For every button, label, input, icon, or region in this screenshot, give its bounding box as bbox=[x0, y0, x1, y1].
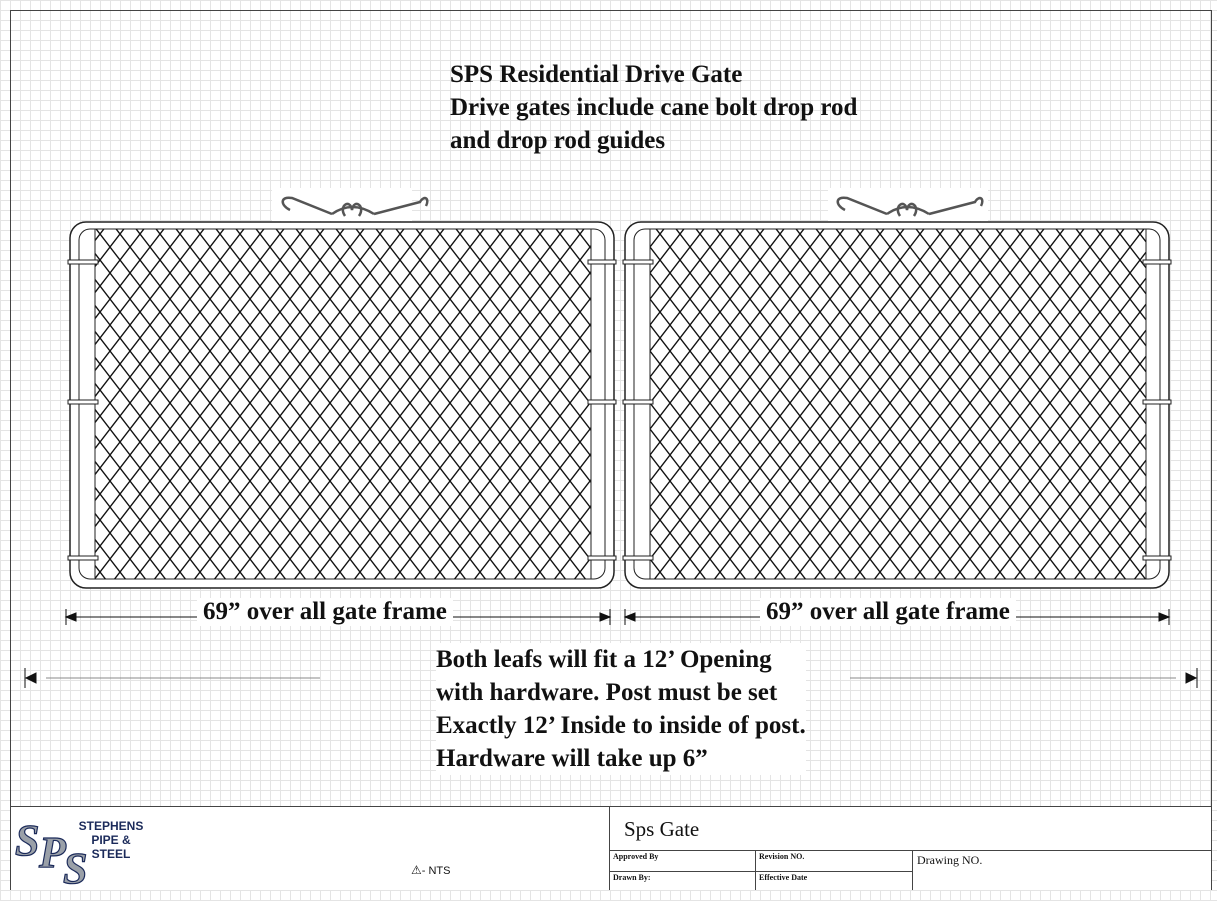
title-line-1: SPS Residential Drive Gate bbox=[450, 61, 743, 88]
approved-by-cell: Approved By bbox=[610, 850, 756, 871]
left-gate-guide-top bbox=[588, 260, 616, 264]
title-line-3: and drop rod guides bbox=[450, 127, 666, 154]
revision-no-cell: Revision NO. bbox=[756, 850, 912, 871]
note-line-3: Exactly 12’ Inside to inside of post. bbox=[436, 712, 806, 739]
note-line-1: Both leafs will fit a 12’ Opening bbox=[436, 646, 772, 673]
drawing-name: Sps Gate bbox=[624, 817, 700, 841]
footer-title-block bbox=[11, 806, 1211, 890]
left-gate-guide-bottom bbox=[588, 556, 616, 560]
logo-line-2: PIPE & bbox=[91, 833, 131, 847]
svg-text:S: S bbox=[15, 816, 40, 865]
logo-line-3: STEEL bbox=[91, 847, 131, 861]
left-leaf-dimension-label: 69” over all gate frame bbox=[197, 598, 453, 626]
scale-note-text: - NTS bbox=[421, 865, 451, 877]
title-block-grid bbox=[609, 807, 1212, 890]
right-gate-hook-icon bbox=[828, 188, 988, 221]
right-gate-guide-top bbox=[623, 260, 653, 264]
left-gate-hinge-mid bbox=[68, 400, 98, 404]
right-gate-guide-bottom bbox=[623, 556, 653, 560]
left-gate-hinge-top bbox=[68, 260, 98, 264]
company-logo bbox=[11, 809, 151, 889]
left-gate-hook-icon bbox=[272, 188, 427, 221]
right-gate-guide-mid bbox=[623, 400, 653, 404]
note-line-2: with hardware. Post must be set bbox=[436, 679, 778, 706]
left-gate-guide-mid bbox=[588, 400, 616, 404]
right-gate-hinge-mid bbox=[1143, 400, 1171, 404]
right-leaf-dimension-label: 69” over all gate frame bbox=[760, 598, 1016, 626]
title-line-2: Drive gates include cane bolt drop rod bbox=[450, 94, 858, 121]
svg-text:P: P bbox=[39, 828, 66, 877]
right-gate-hinge-bottom bbox=[1143, 556, 1171, 560]
scale-note bbox=[411, 863, 451, 877]
logo-line-1: STEPHENS bbox=[78, 819, 144, 833]
drawn-by-cell: Drawn By: bbox=[610, 871, 756, 890]
note-line-4: Hardware will take up 6” bbox=[436, 745, 708, 772]
left-gate-hinge-bottom bbox=[68, 556, 98, 560]
effective-date-cell: Effective Date bbox=[756, 871, 912, 890]
left-gate-mesh bbox=[95, 229, 591, 579]
svg-text:S: S bbox=[63, 844, 88, 889]
right-gate-mesh bbox=[650, 229, 1146, 579]
right-gate-leaf bbox=[623, 188, 1171, 588]
opening-note bbox=[436, 643, 806, 775]
right-gate-hinge-top bbox=[1143, 260, 1171, 264]
left-gate-leaf bbox=[68, 188, 616, 588]
logo-wordmark bbox=[73, 819, 149, 861]
warning-triangle-icon: ⚠ bbox=[411, 863, 422, 877]
drawing-no-cell: Drawing NO. bbox=[912, 850, 1212, 890]
